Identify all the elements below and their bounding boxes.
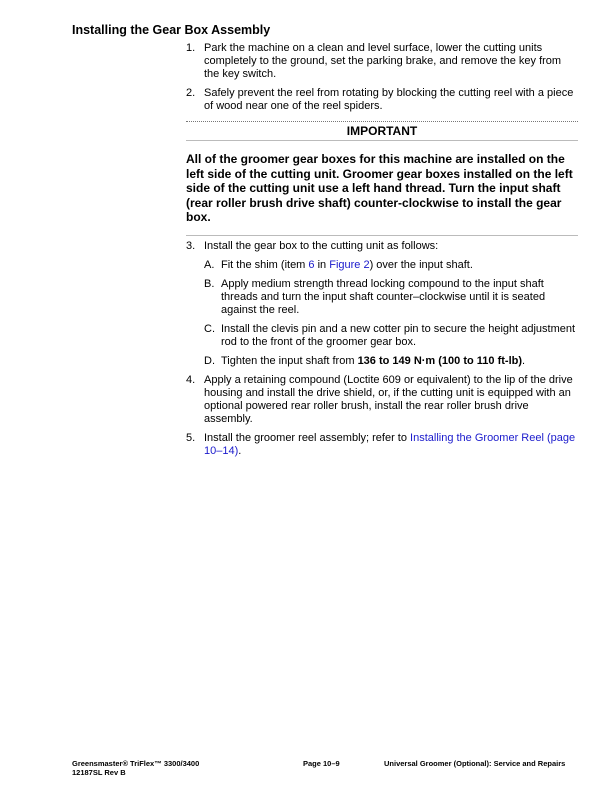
substep-text: Install the clevis pin and a new cotter pin to secure the height adjustment rod to the front of the groomer gear box. (221, 323, 576, 348)
notice-heading-rule (186, 140, 578, 141)
text-segment: Install the groomer reel assembly; refer to (204, 432, 411, 444)
substep-d (204, 355, 578, 368)
substeps-list (204, 259, 578, 368)
footer-chapter: Universal Groomer (Optional): Service and Repairs (384, 759, 566, 768)
notice-bottom-rule (186, 235, 578, 236)
step-3 (186, 240, 578, 368)
step-number: 3. (186, 240, 196, 252)
substep-letter: B. (204, 278, 215, 290)
step-text (204, 432, 578, 458)
footer-doc-number: 12187SL Rev B (72, 768, 126, 777)
step-text: Safely prevent the reel from rotating by blocking the cutting reel with a piece of wood near one of the reel spiders. (204, 87, 574, 112)
footer-page-number: Page 10–9 (303, 759, 340, 768)
torque-spec: 136 to 149 N·m (100 to 110 ft-lb) (357, 355, 523, 367)
substep-text (221, 259, 578, 272)
substep-text: Apply medium strength thread locking compound to the input shaft threads and turn the input shaft counter–clockwise until it is seated against the reel. (221, 278, 546, 316)
substep-b (204, 278, 578, 317)
substep-letter: D. (204, 355, 215, 367)
step-1 (186, 42, 578, 81)
text-segment: in (314, 259, 330, 271)
text-segment: Fit the shim (item (221, 259, 309, 271)
text-segment: . (238, 445, 242, 457)
substep-a (204, 259, 578, 272)
step-4 (186, 374, 578, 426)
step-number: 5. (186, 432, 196, 444)
section-title: Installing the Gear Box Assembly (72, 23, 271, 37)
step-2 (186, 87, 578, 113)
steps-list-bottom (186, 240, 578, 458)
substep-letter: C. (204, 323, 215, 335)
item-link[interactable]: 6 (308, 259, 315, 271)
step-number: 1. (186, 42, 196, 54)
notice-body: All of the groomer gear boxes for this machine are installed on the left side of the cutting unit. Groomer gear boxes installed on the left side of the cutting unit use a left hand thread. Turn the input shaft (rear roller brush drive shaft) counter-clockwise to install the gear box. (186, 152, 573, 224)
substep-letter: A. (204, 259, 215, 271)
step-text: Install the gear box to the cutting unit as follows: (204, 240, 439, 252)
text-segment: ) over the input shaft. (369, 259, 473, 271)
substep-text (221, 355, 578, 368)
text-segment: Tighten the input shaft from (221, 355, 358, 367)
steps-list-top (186, 42, 578, 113)
figure-link[interactable]: Figure 2 (329, 259, 370, 271)
groomer-reel-link[interactable]: Installing the Groomer Reel (page 10–14) (204, 432, 576, 457)
step-text: Park the machine on a clean and level surface, lower the cutting units completely to the ground, set the parking brake, and remove the key from the key switch. (204, 42, 562, 80)
step-number: 2. (186, 87, 196, 99)
step-number: 4. (186, 374, 196, 386)
text-segment: . (522, 355, 526, 367)
footer-product: Greensmaster® TriFlex™ 3300/3400 (72, 759, 200, 768)
step-5 (186, 432, 578, 458)
substep-c (204, 323, 578, 349)
notice-heading: IMPORTANT (346, 124, 418, 138)
important-notice (186, 121, 578, 236)
step-text: Apply a retaining compound (Loctite 609 or equivalent) to the lip of the drive housing and install the drive shield, or, if the cutting unit is equipped with an optional powered rear roller brush, install the rear roller brush drive assembly. (204, 374, 573, 425)
